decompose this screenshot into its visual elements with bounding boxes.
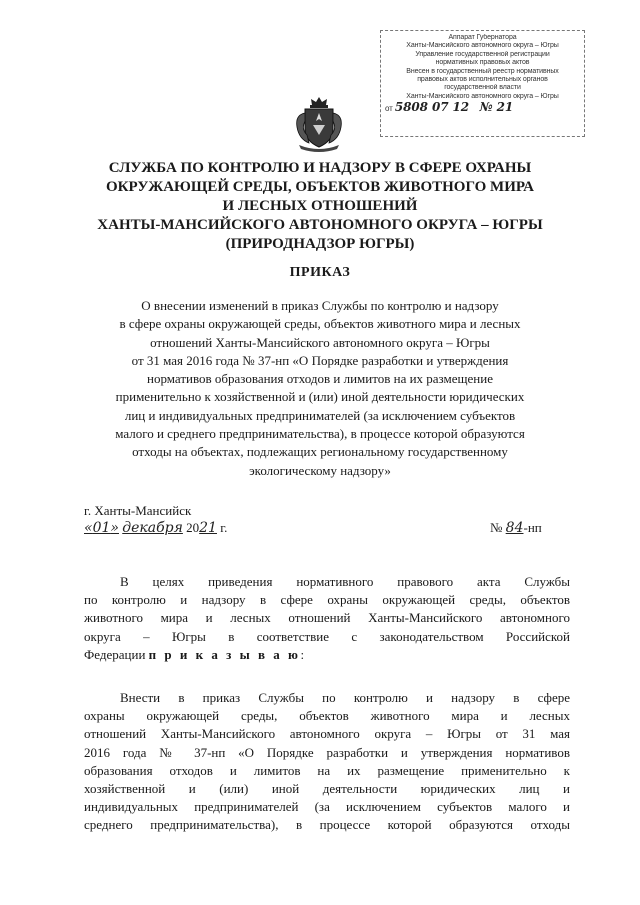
subject-line: в сфере охраны окружающей среды, объектов животного мира и лесных xyxy=(119,316,521,332)
paragraph-line: индивидуальных предпринимателей (за исключением субъектов малого и xyxy=(84,799,570,815)
stamp-line: Ханты-Мансийского автономного округа – Югры xyxy=(406,92,559,100)
organization-name-line: СЛУЖБА ПО КОНТРОЛЮ И НАДЗОРУ В СФЕРЕ ОХРАНЫ xyxy=(108,160,532,176)
coat-of-arms-emblem xyxy=(291,95,347,153)
stamp-line: нормативных правовых актов xyxy=(435,59,530,67)
paragraph-line: животного мира и лесных отношений Ханты-Мансийского автономного xyxy=(84,610,570,626)
stamp-registration-number xyxy=(385,100,580,115)
order-subject xyxy=(60,297,580,480)
preamble-last-line-start: Федерации xyxy=(84,646,146,662)
subject-line: экологическому надзору» xyxy=(249,462,391,478)
organization-name-line: ХАНТЫ-МАНСИЙСКОГО АВТОНОМНОГО ОКРУГА – ЮГРЫ xyxy=(97,217,543,233)
date-year-suffix: 21 xyxy=(199,520,217,536)
order-date xyxy=(84,520,227,536)
stamp-number-suffix: № 21 xyxy=(479,100,514,115)
preamble-last-line xyxy=(84,646,570,664)
date-close-quote: » xyxy=(110,520,119,536)
paragraph-line: охраны окружающей среды, объектов животного мира и лесных xyxy=(84,708,570,724)
date-year-prefix: 20 xyxy=(186,520,200,535)
subject-line: нормативов образования отходов и лимитов на их размещение xyxy=(147,371,493,387)
place-of-issue: г. Ханты-Мансийск xyxy=(84,503,192,518)
stamp-line: Внесен в государственный реестр нормативных xyxy=(406,67,559,75)
date-day: 01 xyxy=(92,520,111,536)
organization-name-line: (ПРИРОДНАДЗОР ЮГРЫ) xyxy=(225,236,415,252)
subject-line: отношений Ханты-Мансийского автономного округа – Югры xyxy=(150,334,490,350)
stamp-line: государственной власти xyxy=(444,84,521,92)
order-number xyxy=(490,520,542,536)
paragraph-line: хозяйственной и (или) иной деятельности юридических лиц и xyxy=(84,781,570,797)
date-year-abbr: г. xyxy=(220,520,228,535)
subject-line: О внесении изменений в приказ Службы по контролю и надзору xyxy=(141,298,499,313)
registration-stamp xyxy=(380,30,585,137)
paragraph-line: округа – Югры в соответствие с законодательством Российской xyxy=(84,628,570,644)
number-value: 84 xyxy=(505,520,524,536)
paragraph-line: среднего предпринимательства), в процессе которой образуются отходы xyxy=(84,817,570,833)
document-type-heading: ПРИКАЗ xyxy=(289,265,351,280)
subject-line: отходы на объектах, подлежащих региональному государственному xyxy=(132,444,508,460)
stamp-number-prefix: от xyxy=(385,104,393,114)
stamp-line: правовых актов исполнительных органов xyxy=(417,76,548,84)
subject-line: применительно к хозяйственной и (или) иной деятельности юридических xyxy=(115,389,525,405)
organization-name xyxy=(40,159,600,254)
paragraph-line: 2016 года № 37-нп «О Порядке разработки и утверждения нормативов xyxy=(84,744,570,760)
subject-line: от 31 мая 2016 года № 37-нп «О Порядке разработки и утверждения xyxy=(131,352,509,368)
preamble-paragraph xyxy=(84,573,570,664)
order-word: п р и к а з ы в а ю xyxy=(148,646,301,662)
subject-line: малого и среднего предпринимательства), в процессе которой образуются xyxy=(115,426,525,442)
stamp-line: Ханты-Мансийского автономного округа – Югры xyxy=(406,42,559,50)
stamp-number-value: 5808 07 12 xyxy=(394,100,470,115)
body-paragraph xyxy=(84,689,570,835)
organization-name-line: И ЛЕСНЫХ ОТНОШЕНИЙ xyxy=(222,198,418,214)
number-sign: № xyxy=(490,520,503,535)
paragraph-line: Внести в приказ Службы по контролю и надзору в сфере xyxy=(120,690,570,705)
date-open-quote: « xyxy=(84,520,93,536)
number-suffix: -нп xyxy=(523,520,542,535)
date-month: декабря xyxy=(122,520,183,536)
stamp-line: Управление государственной регистрации xyxy=(415,50,550,58)
paragraph-line: по контролю и надзору в сфере охраны окружающей среды, объектов xyxy=(84,592,570,608)
subject-line: лиц и индивидуальных предпринимателей (за исключением субъектов xyxy=(124,407,516,423)
order-word-colon: : xyxy=(300,646,305,662)
paragraph-line: отношений Ханты-Мансийского автономного округа – Югры от 31 мая xyxy=(84,726,570,742)
paragraph-line: В целях приведения нормативного правового акта Службы xyxy=(120,574,570,589)
stamp-line: Аппарат Губернатора xyxy=(448,34,517,41)
organization-name-line: ОКРУЖАЮЩЕЙ СРЕДЫ, ОБЪЕКТОВ ЖИВОТНОГО МИРА xyxy=(106,179,534,195)
paragraph-line: образования отходов и лимитов на их размещение применительно к xyxy=(84,762,570,778)
